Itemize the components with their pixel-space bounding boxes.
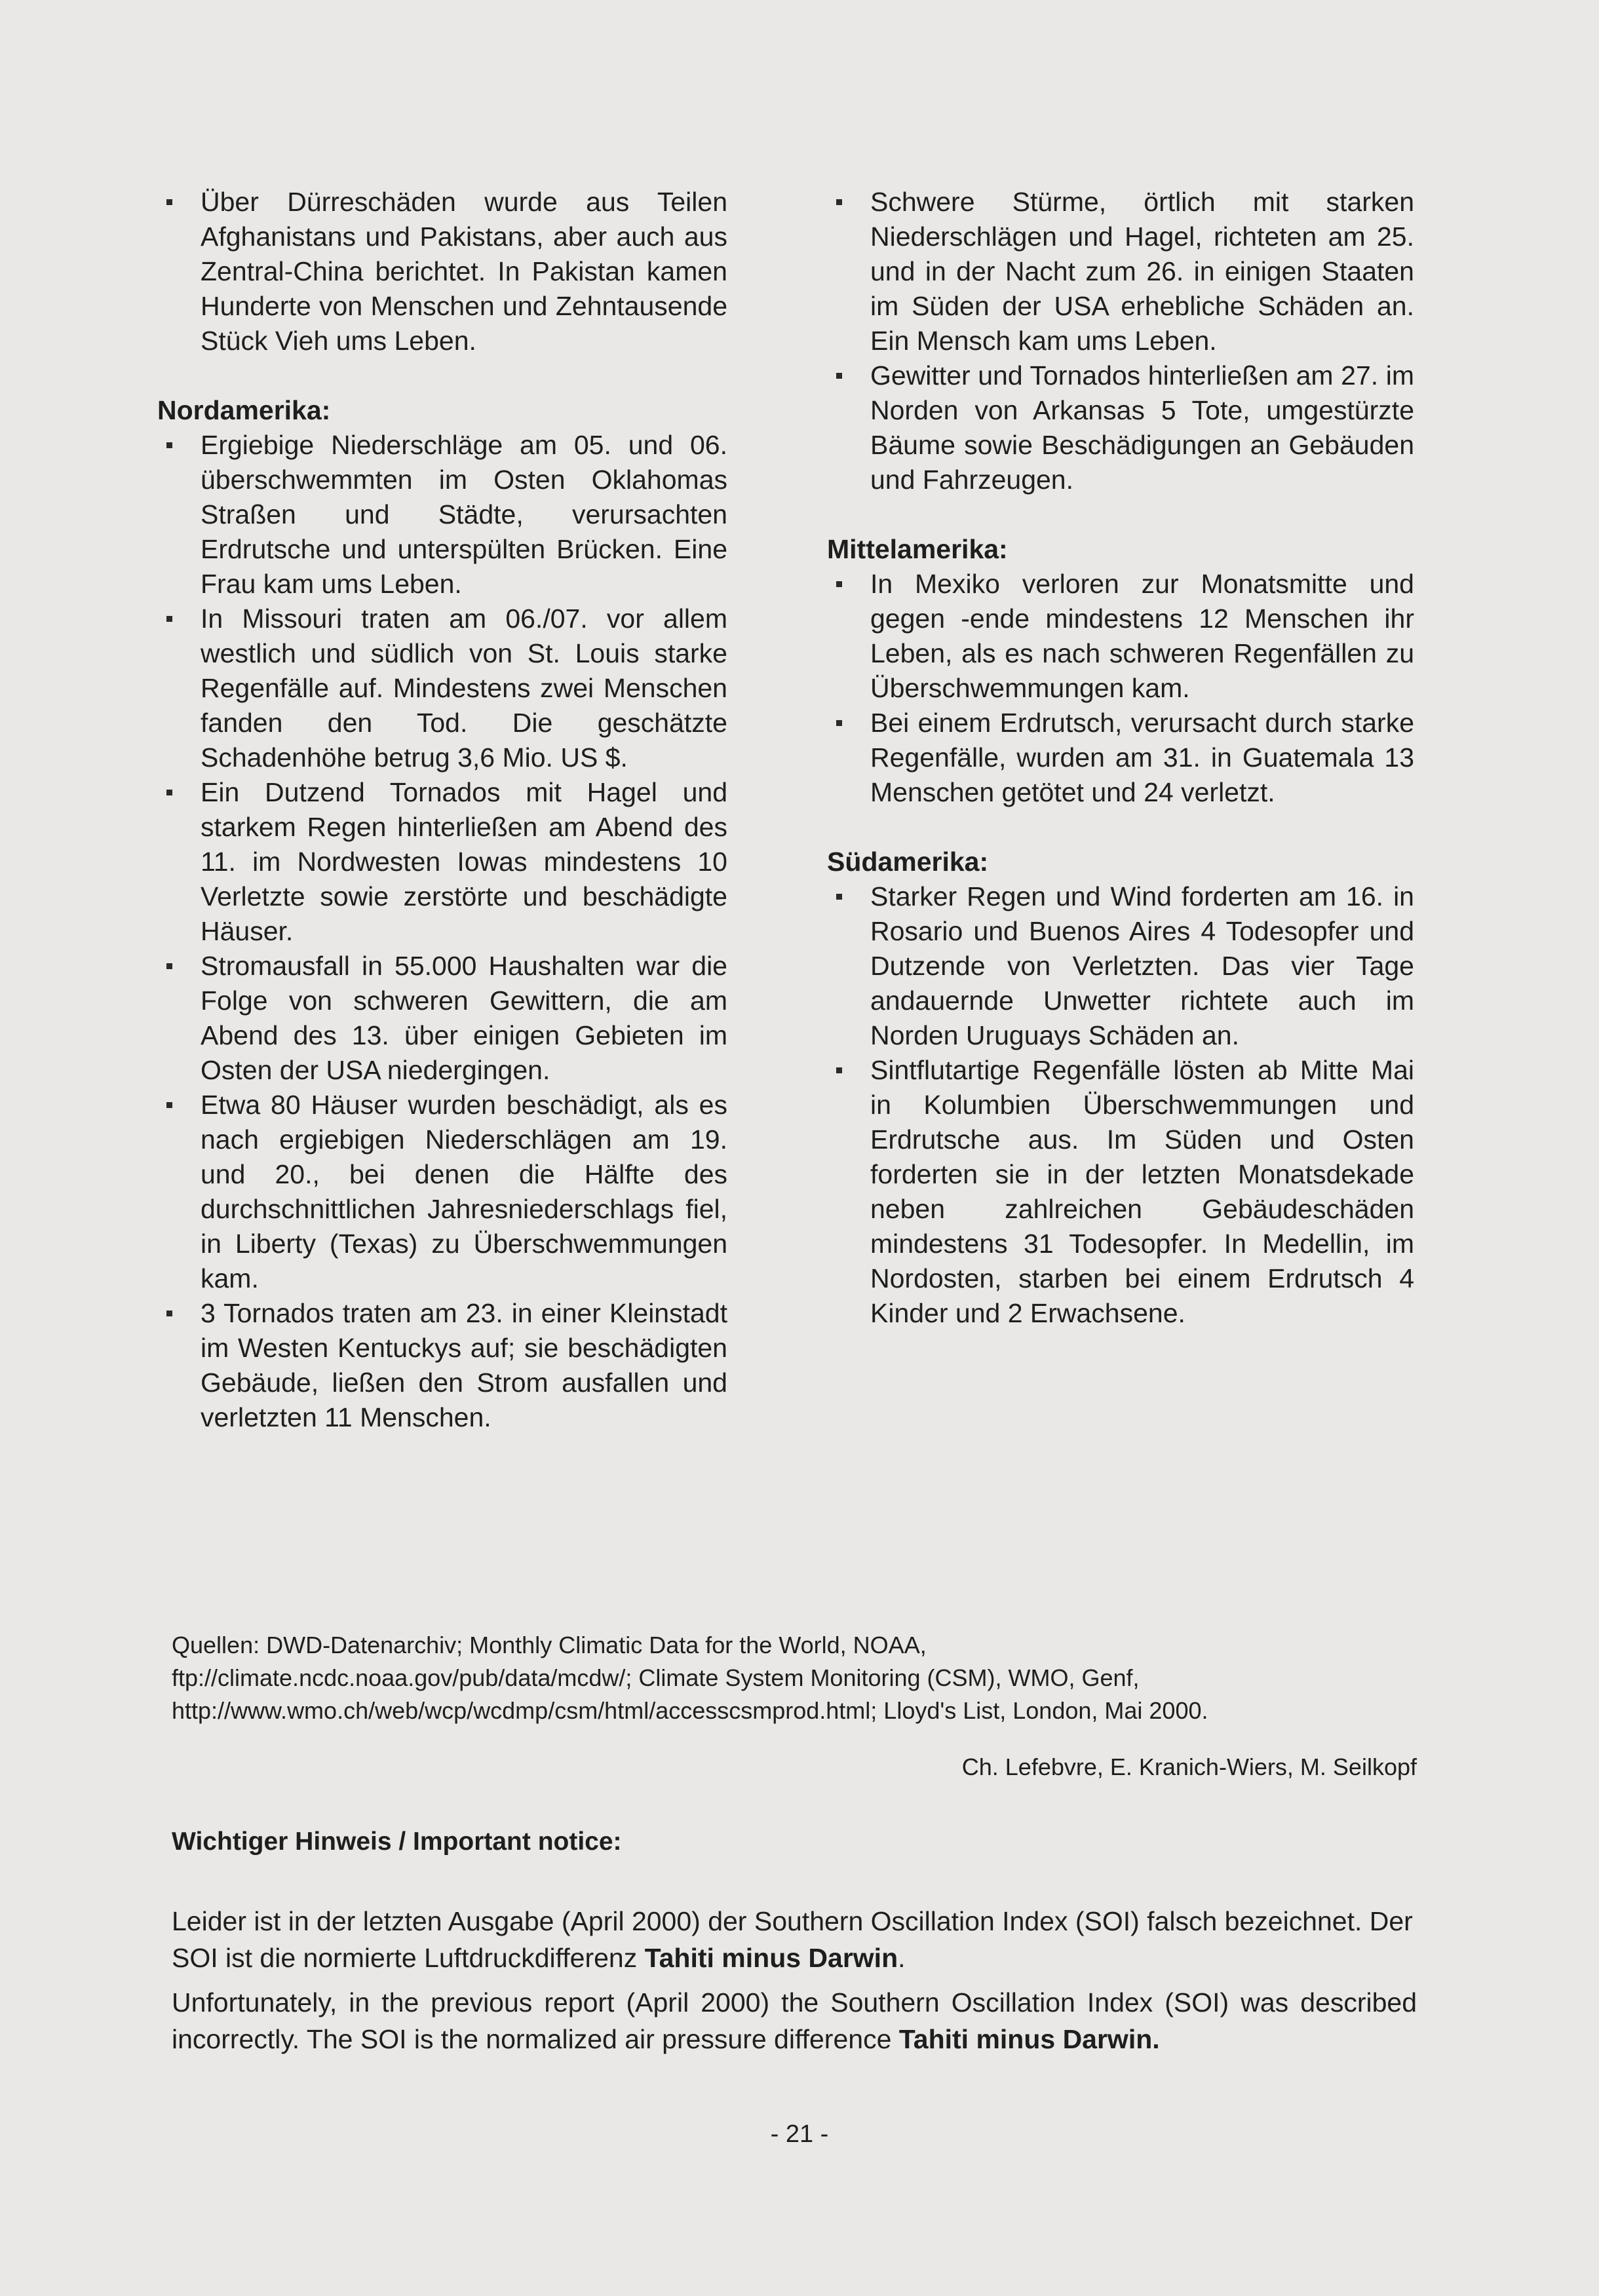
list-item bbox=[827, 185, 1414, 358]
list-item bbox=[157, 185, 727, 358]
list-item bbox=[827, 879, 1414, 1053]
bullet-icon bbox=[166, 199, 172, 205]
section-heading-mittelamerika: Mittelamerika: bbox=[827, 534, 1008, 564]
list-item bbox=[157, 775, 727, 949]
item-text: Gewitter und Tornados hinterließen am 27. im Norden von Arkansas 5 Tote, umgestürzte Bäume sowie Beschädigungen an Gebäuden und Fahrzeugen. bbox=[870, 360, 1414, 495]
item-text: Über Dürreschäden wurde aus Teilen Afghanistans und Pakistans, aber auch aus Zentral-China berichtet. In Pakistan kamen Hunderte von Menschen und Zehntausende Stück Vieh ums Leben. bbox=[201, 187, 727, 356]
bullet-icon bbox=[166, 442, 172, 448]
authors: Ch. Lefebvre, E. Kranich-Wiers, M. Seilkopf bbox=[961, 1753, 1417, 1780]
item-text: Etwa 80 Häuser wurden beschädigt, als es nach ergiebigen Niederschlägen am 19. und 20., bei denen die Hälfte des durchschnittlichen Jahresniederschlags fiel, in Liberty (Texas) zu Überschwemmungen kam. bbox=[201, 1090, 727, 1293]
item-text: Ergiebige Niederschläge am 05. und 06. überschwemmten im Osten Oklahomas Straßen und Städte, verursachten Erdrutsche und unterspülten Brücken. Eine Frau kam ums Leben. bbox=[201, 430, 727, 599]
notice-german bbox=[172, 1903, 1417, 1976]
list-item bbox=[827, 358, 1414, 497]
bullet-icon bbox=[836, 894, 842, 900]
item-text: 3 Tornados traten am 23. in einer Kleinstadt im Westen Kentuckys auf; sie beschädigten Gebäude, ließen den Strom ausfallen und verletzten 11 Menschen. bbox=[201, 1298, 727, 1432]
bullet-icon bbox=[836, 373, 842, 379]
right-column bbox=[827, 185, 1414, 1331]
notice-title: Wichtiger Hinweis / Important notice: bbox=[172, 1827, 622, 1856]
list-item bbox=[157, 1296, 727, 1435]
bullet-icon bbox=[166, 963, 172, 969]
left-column bbox=[157, 185, 727, 1435]
item-text: Schwere Stürme, örtlich mit starken Niederschlägen und Hagel, richteten am 25. und in der Nacht zum 26. in einigen Staaten im Süden der USA erhebliche Schäden an. Ein Mensch kam ums Leben. bbox=[870, 187, 1414, 356]
sources-line: Quellen: DWD-Datenarchiv; Monthly Climatic Data for the World, NOAA, bbox=[172, 1632, 927, 1658]
page-number: - 21 - bbox=[770, 2120, 829, 2148]
bullet-icon bbox=[836, 720, 842, 726]
item-text: Stromausfall in 55.000 Haushalten war die Folge von schweren Gewittern, die am Abend des 13. über einigen Gebieten im Osten der USA niedergingen. bbox=[201, 951, 727, 1085]
notice-german-end: . bbox=[898, 1943, 906, 1973]
section-heading-suedamerika: Südamerika: bbox=[827, 847, 989, 877]
notice-english bbox=[172, 1984, 1417, 2057]
section-heading-nordamerika: Nordamerika: bbox=[157, 395, 331, 425]
sources-line: http://www.wmo.ch/web/wcp/wcdmp/csm/html/accesscsmprod.html; Lloyd's List, London, Mai 2000. bbox=[172, 1697, 1208, 1724]
bullet-icon bbox=[166, 1102, 172, 1108]
notice-english-bold: Tahiti minus Darwin. bbox=[898, 2024, 1160, 2054]
bullet-icon bbox=[166, 790, 172, 795]
bullet-icon bbox=[166, 1311, 172, 1316]
bullet-icon bbox=[836, 1067, 842, 1073]
notice-german-text: Leider ist in der letzten Ausgabe (April 2000) der Southern Oscillation Index (SOI) falsch bezeichnet. Der SOI ist die normierte Luftdruckdifferenz bbox=[172, 1906, 1413, 1973]
sources-line: ftp://climate.ncdc.noaa.gov/pub/data/mcdw/; Climate System Monitoring (CSM), WMO, Genf, bbox=[172, 1664, 1140, 1691]
list-item bbox=[157, 602, 727, 775]
item-text: In Missouri traten am 06./07. vor allem westlich und südlich von St. Louis starke Regenfälle auf. Mindestens zwei Menschen fanden den Tod. Die geschätzte Schadenhöhe betrug 3,6 Mio. US $. bbox=[201, 603, 727, 773]
list-item bbox=[827, 567, 1414, 706]
bullet-icon bbox=[166, 616, 172, 622]
item-text: Bei einem Erdrutsch, verursacht durch starke Regenfälle, wurden am 31. in Guatemala 13 Menschen getötet und 24 verletzt. bbox=[870, 708, 1414, 807]
list-item bbox=[157, 949, 727, 1088]
list-item bbox=[157, 1088, 727, 1296]
item-text: Sintflutartige Regenfälle lösten ab Mitte Mai in Kolumbien Überschwemmungen und Erdrutsche aus. Im Süden und Osten forderten sie in der letzten Monatsdekade neben zahlreichen Gebäudeschäden mindestens 31 Todesopfer. In Medellin, im Nordosten, starben bei einem Erdrutsch 4 Kinder und 2 Erwachsene. bbox=[870, 1055, 1414, 1328]
notice-english-text: Unfortunately, in the previous report (April 2000) the Southern Oscillation Index (SOI) was described incorrectly. The SOI is the normalized air pressure difference bbox=[172, 1987, 1417, 2054]
bullet-icon bbox=[836, 581, 842, 587]
item-text: In Mexiko verloren zur Monatsmitte und gegen -ende mindestens 12 Menschen ihr Leben, als es nach schweren Regenfällen zu Überschwemmungen kam. bbox=[870, 569, 1414, 703]
notice-german-bold: Tahiti minus Darwin bbox=[644, 1943, 898, 1973]
sources bbox=[172, 1629, 1417, 1727]
bullet-icon bbox=[836, 199, 842, 205]
item-text: Starker Regen und Wind forderten am 16. in Rosario und Buenos Aires 4 Todesopfer und Dutzende von Verletzten. Das vier Tage andauernde Unwetter richtete auch im Norden Uruguays Schäden an. bbox=[870, 881, 1414, 1050]
item-text: Ein Dutzend Tornados mit Hagel und starkem Regen hinterließen am Abend des 11. im Nordwesten Iowas mindestens 10 Verletzte sowie zerstörte und beschädigte Häuser. bbox=[201, 777, 727, 946]
list-item bbox=[157, 428, 727, 602]
list-item bbox=[827, 706, 1414, 810]
list-item bbox=[827, 1053, 1414, 1331]
